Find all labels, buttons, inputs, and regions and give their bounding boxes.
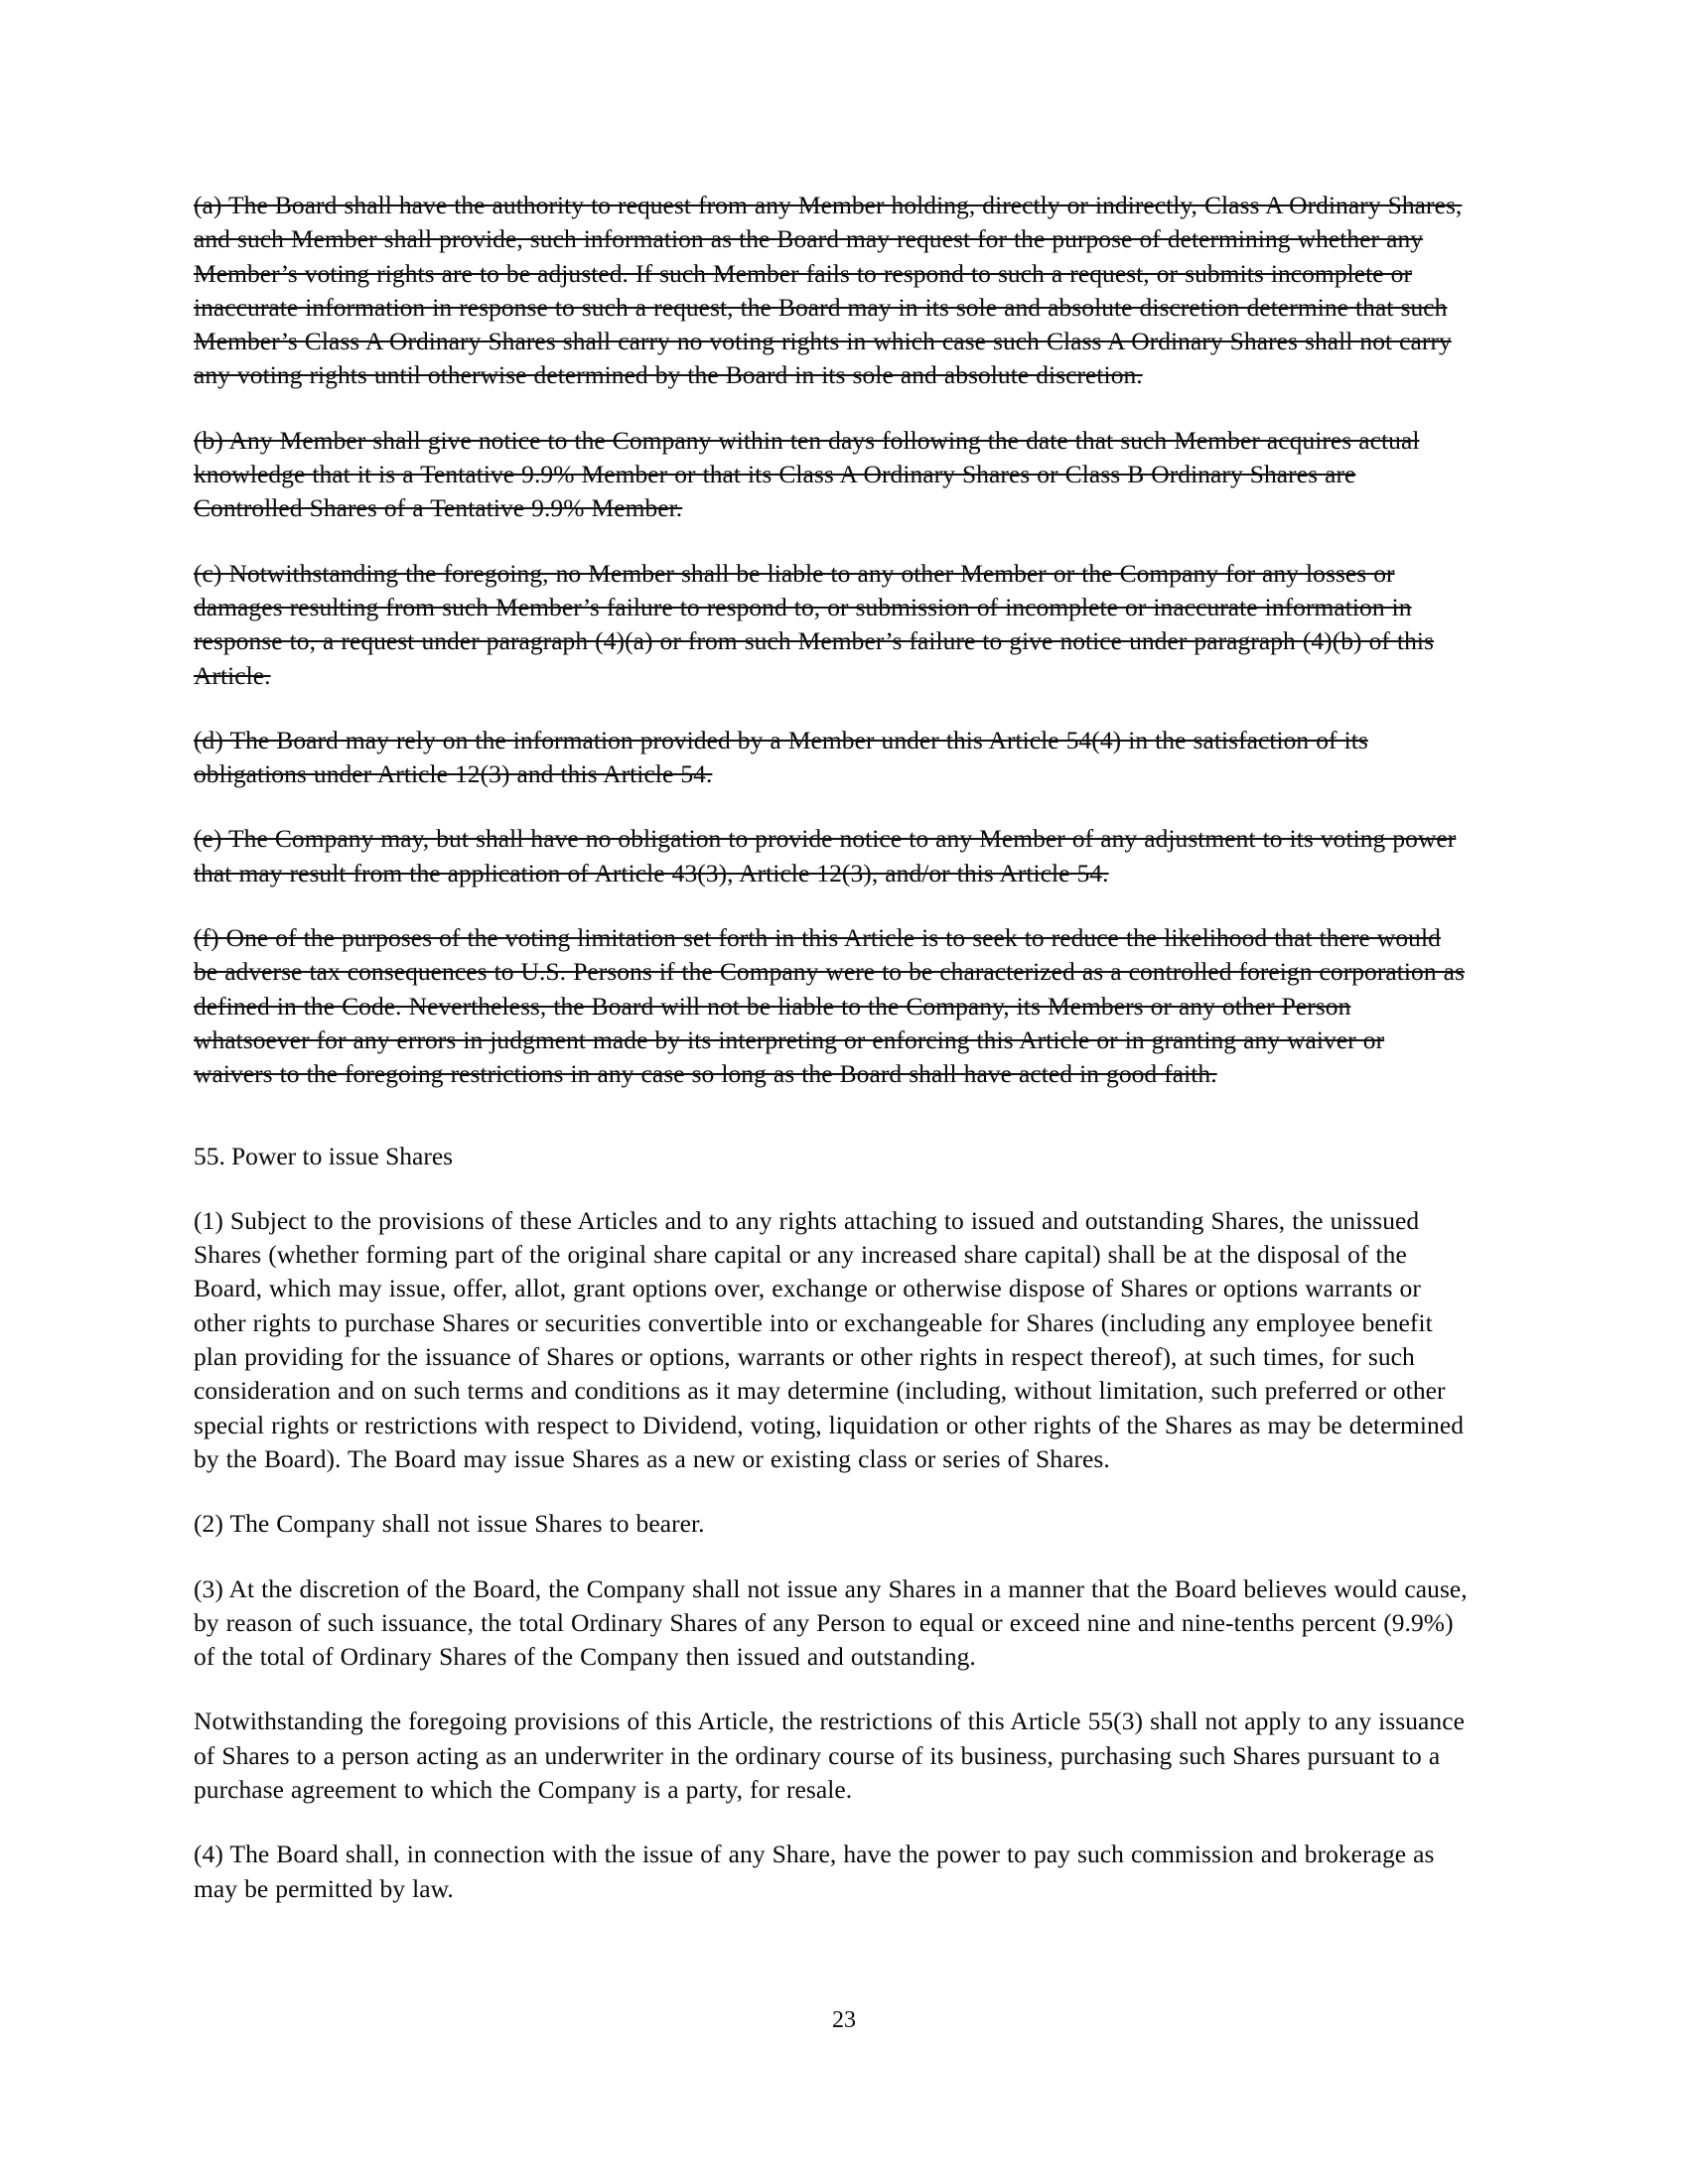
article-clause-3: (3) At the discretion of the Board, the Company shall not issue any Shares in a manner that the Board believes would cause, by reason of such issuance, the total Ordinary Shares of any Person to equal or exceed nine and nine-tenths percent (9.9%) of the total of Ordinary Shares of the Company then issued and outstanding. xyxy=(194,1573,1468,1672)
article-clause-4: (4) The Board shall, in connection with the issue of any Share, have the power to pay such commission and brokerage as may be permitted by law. xyxy=(194,1840,1435,1903)
struck-clause-d: (d) The Board may rely on the information provided by a Member under this Article 54(4) in the satisfaction of its obligations under Article 12(3) and this Article 54. xyxy=(194,725,1368,789)
document-body xyxy=(194,189,1470,1937)
struck-clause-e: (e) The Company may, but shall have no obligation to provide notice to any Member of any adjustment to its voting power that may result from the application of Article 43(3), Article 12(3), and/or this Article 54. xyxy=(194,824,1457,887)
struck-clause-f: (f) One of the purposes of the voting limitation set forth in this Article is to seek to reduce the likelihood that there would be adverse tax consequences to U.S. Persons if the Company were to be characterized as a controlled foreign corporation as defined in the Code. Nevertheless, the Board will not be liable to the Company, its Members or any other Person whatsoever for any errors in judgment made by its interpreting or enforcing this Article or in granting any waiver or waivers to the foregoing restrictions in any case so long as the Board shall have acted in good faith. xyxy=(194,923,1465,1089)
struck-clause-c: (c) Notwithstanding the foregoing, no Member shall be liable to any other Member or the Company for any losses or damages resulting from such Member’s failure to respond to, or submission of incomplete or inaccurate information in response to, a request under paragraph (4)(a) or from such Member’s failure to give notice under paragraph (4)(b) of this Article. xyxy=(194,558,1435,690)
article-number: 55. xyxy=(194,1141,225,1170)
article-title: Power to issue Shares xyxy=(231,1141,454,1170)
article-clause-1: (1) Subject to the provisions of these Articles and to any rights attaching to issued and outstanding Shares, the unissued Shares (whether forming part of the original share capital or any increased share capital) shall be at the disposal of the Board, which may issue, offer, allot, grant options over, exchange or otherwise dispose of Shares or options warrants or other rights to purchase Shares or securities convertible into or exchangeable for Shares (including any employee benefit plan providing for the issuance of Shares or options, warrants or other rights in respect thereof), at such times, for such consideration and on such terms and conditions as it may determine (including, without limitation, such preferred or other special rights or restrictions with respect to Dividend, voting, liquidation or other rights of the Shares as may be determined by the Board). The Board may issue Shares as a new or existing class or series of Shares. xyxy=(194,1205,1465,1473)
article-heading xyxy=(194,1140,1470,1173)
article-clause-2: (2) The Company shall not issue Shares to bearer. xyxy=(194,1509,705,1539)
struck-clauses-block xyxy=(194,189,1470,1092)
page-number: 23 xyxy=(832,2007,856,2033)
article-clause-notwithstanding: Notwithstanding the foregoing provisions of this Article, the restrictions of this Article 55(3) shall not apply to any issuance of Shares to a person acting as an underwriter in the ordinary course of its business, purchasing such Shares pursuant to a purchase agreement to which the Company is a party, for resale. xyxy=(194,1706,1465,1804)
struck-clause-b: (b) Any Member shall give notice to the Company within ten days following the date that such Member acquires actual knowledge that it is a Tentative 9.9% Member or that its Class A Ordinary Shares or Class B Ordinary Shares are Controlled Shares of a Tentative 9.9% Member. xyxy=(194,425,1420,523)
struck-clause-a: (a) The Board shall have the authority to request from any Member holding, directly or indirectly, Class A Ordinary Shares, and such Member shall provide, such information as the Board may request for the purpose of determining whether any Member’s voting rights are to be adjusted. If such Member fails to respond to such a request, or submits incomplete or inaccurate information in response to such a request, the Board may in its sole and absolute discretion determine that such Member’s Class A Ordinary Shares shall carry no voting rights in which case such Class A Ordinary Shares shall not carry any voting rights until otherwise determined by the Board in its sole and absolute discretion. xyxy=(194,191,1463,390)
